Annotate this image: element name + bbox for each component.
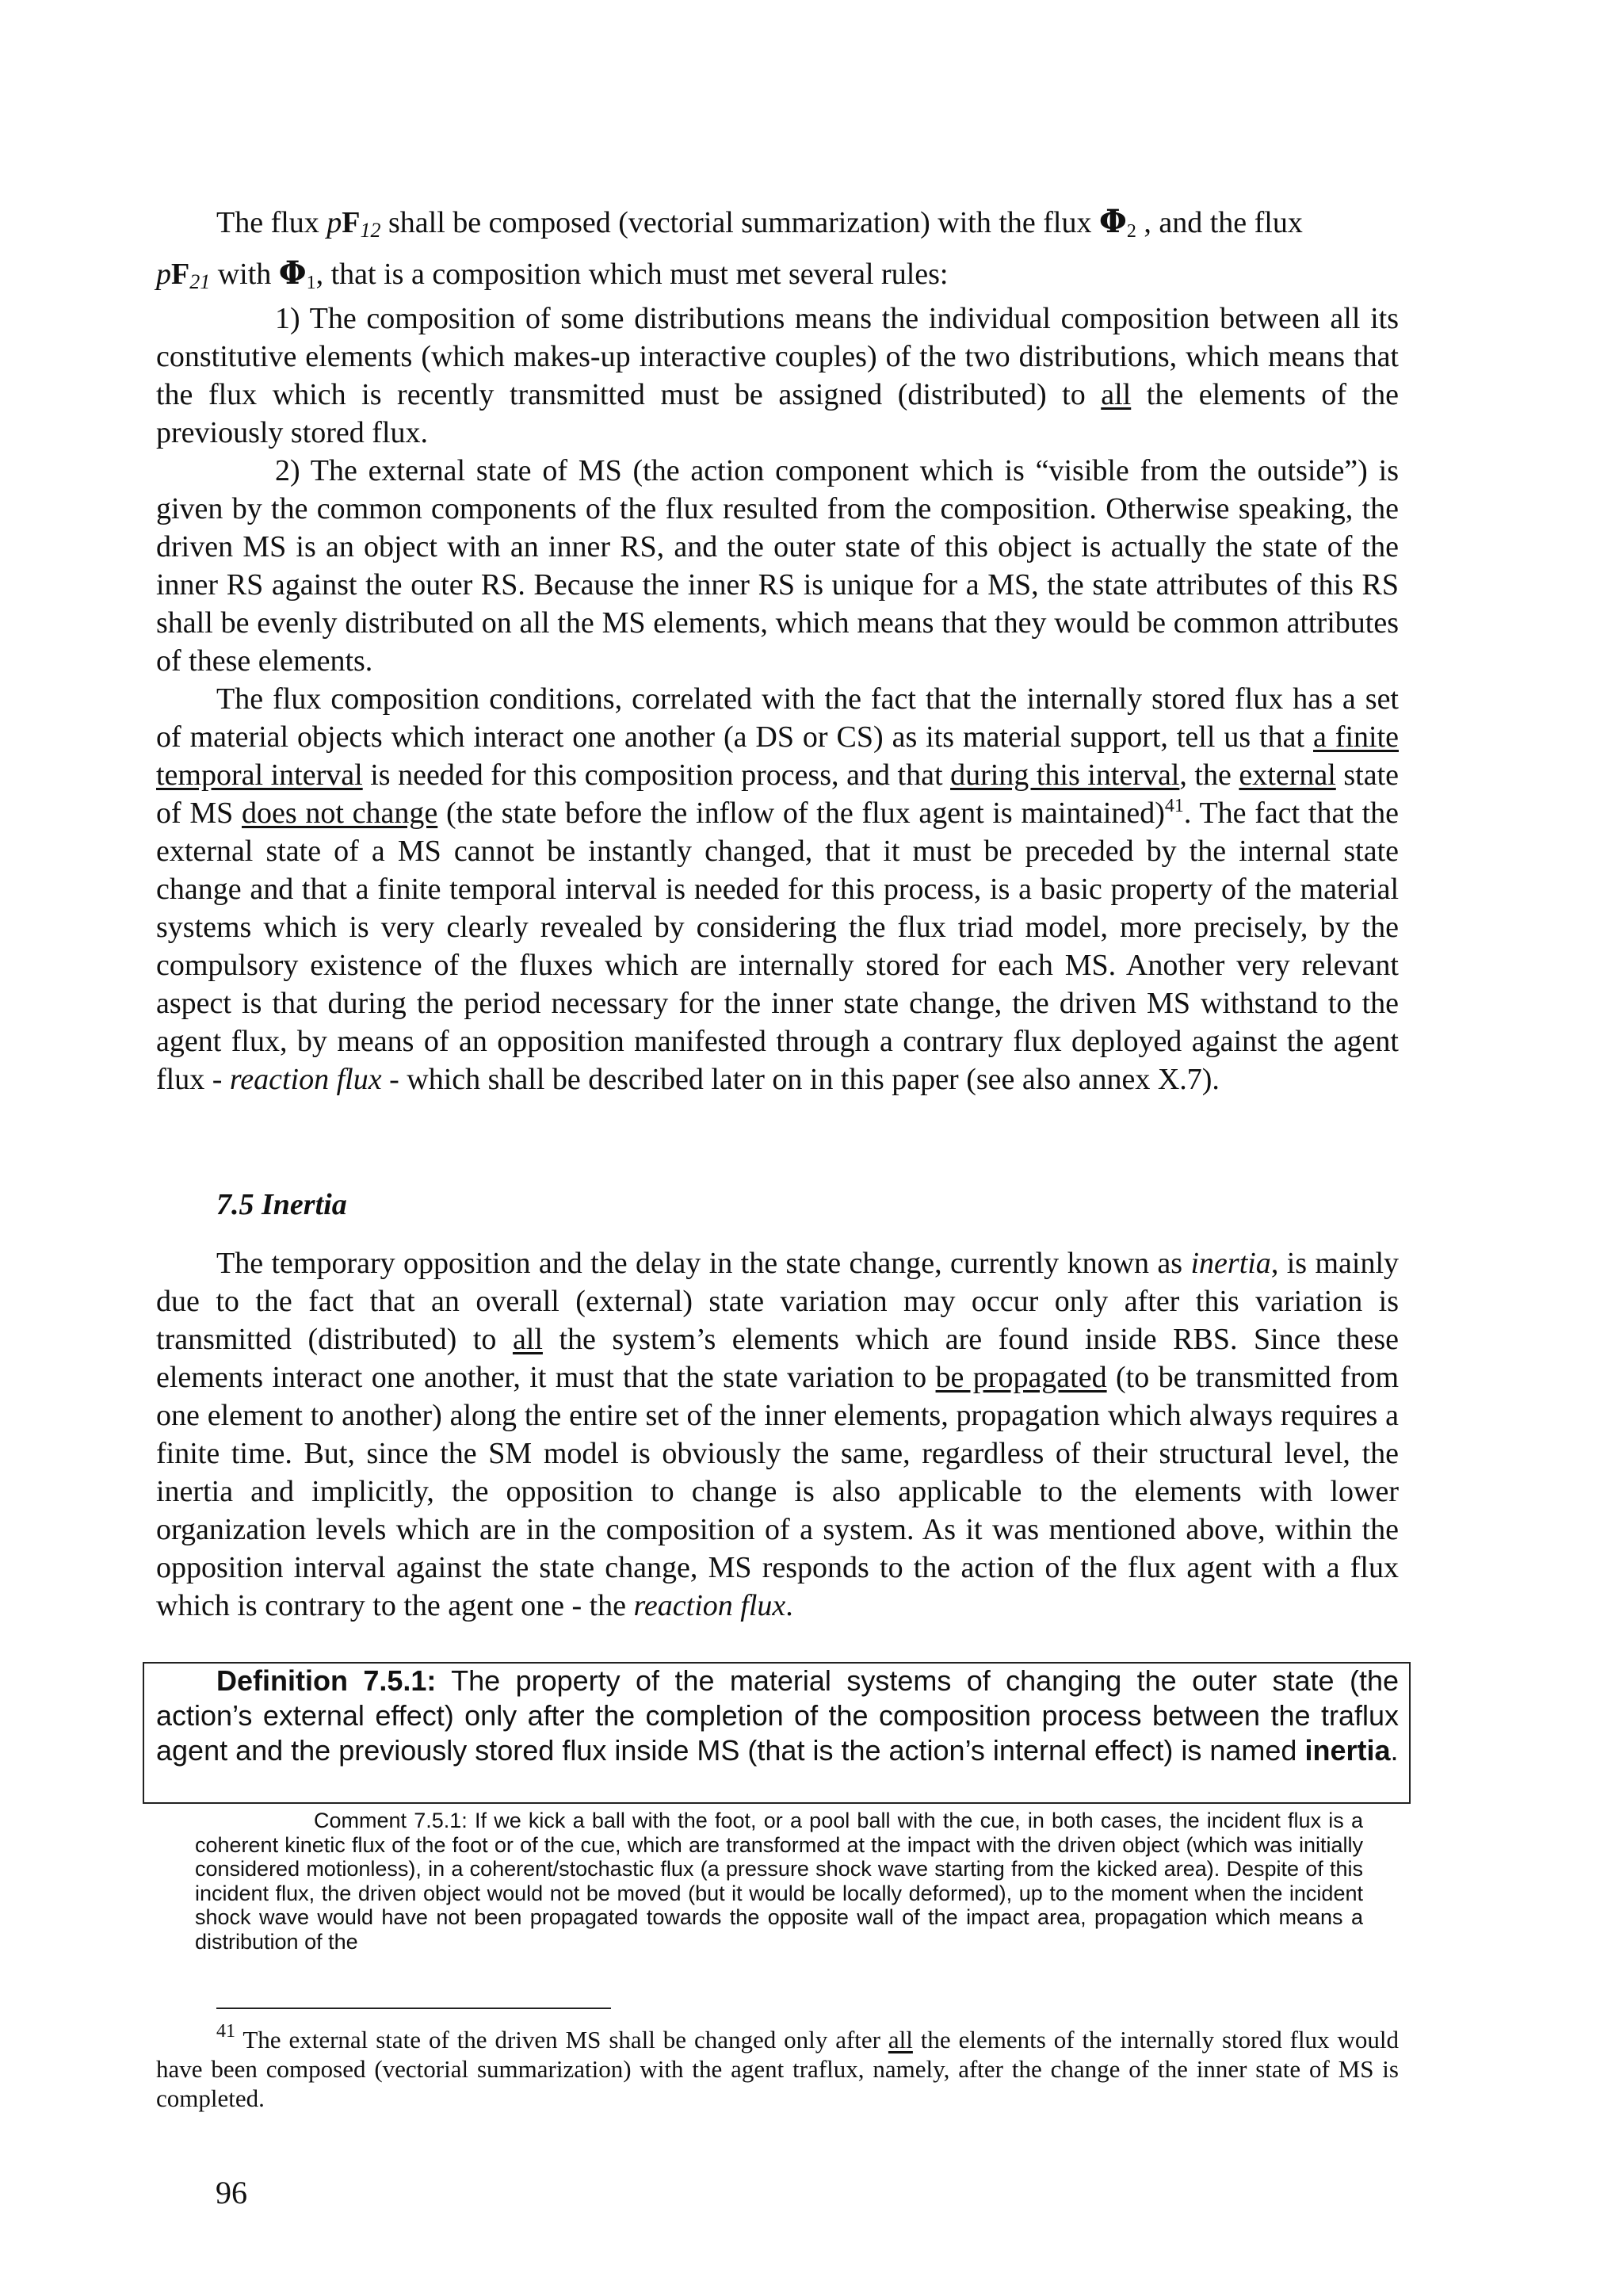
comment-text: Comment 7.5.1: If we kick a ball with the foot, or a pool ball with the cue, in both cases, the incident flux is a coherent kinetic flux of the foot or of the cue, which are transformed at the impact with the driven object (which was initially considered motionless), in a coherent/stochastic flux (a pressure shock wave starting from the kicked area). Despite of this incident flux, the driven object would not be moved (but it would be locally deformed), up to the moment when the incident shock wave would have not been propagated towards the opposite wall of the impact area, propagation which means a distribution of the [195,1809,1363,1954]
body-text-top [156,197,1399,1098]
body-text-inertia [156,1244,1399,1625]
definition-term: inertia [1304,1734,1391,1767]
rule-2-paragraph: 2) The external state of MS (the action component which is “visible from the outside”) is given by the common components of the flux resulted from the composition. Otherwise speaking, the driven MS is an object with an inner RS, and the outer state of this object is actually the state of the inner RS against the outer RS. Because the inner RS is unique for a MS, the state attributes of this RS shall be evenly distributed on all the MS elements, which means that they would be common attributes of these elements. [156,454,1399,678]
rule-1-paragraph: 1) The composition of some distributions means the individual composition between all its constitutive elements (which makes-up interactive couples) of the two distributions, which means that the flux which is recently transmitted must be assigned (distributed) to all the elements of the previously stored flux. [156,302,1399,449]
intro-paragraph: The flux $pF_{12}$ shall be composed (vectorial summarization) with the flux $\Phi_2$ , and the flux $pF_{21}$ with $\Phi_1$, that is a composition which must met several rules: [156,203,1303,293]
footnote-reference[interactable]: 41 [1164,796,1184,816]
composition-paragraph: The flux composition conditions, correlated with the fact that the internally stored flux has a set of material objects which interact one another (a DS or CS) as its material support, tell us that a finite temporal interval is needed for this composition process, and that during this interval, the external state of MS does not change (the state before the inflow of the flux agent is maintained)$^{41}$. The fact that the external state of a MS cannot be instantly changed, that it must be preceded by the internal state change and that a finite temporal interval is needed for this process, is a basic property of the material systems which is very clearly revealed by considering the flux triad model, more precisely, by the compulsory existence of the fluxes which are internally stored for each MS. Another very relevant aspect is that during the period necessary for the inner state change, the driven MS withstand to the agent flux, by means of an opposition manifested through a contrary flux deployed against the agent flux - reaction flux - which shall be described later on in this paper (see also annex X.7). [156,682,1400,1096]
inertia-paragraph: The temporary opposition and the delay in the state change, currently known as inertia, is mainly due to the fact that an overall (external) state variation may occur only after this variation is transmitted (distributed) to all the system’s elements which are found inside RBS. Since these elements interact one another, it must that the state variation to be propagated (to be transmitted from one element to another) along the entire set of the inner elements, propagation which always requires a finite time. But, since the SM model is obviously the same, regardless of their structural level, the inertia and implicitly, the opposition to change is also applicable to the elements with lower organization levels which are in the composition of a system. As it was mentioned above, within the opposition interval against the state change, MS responds to the action of the flux agent with a flux which is contrary to the agent one - the reaction flux. [156,1247,1400,1622]
footnote-separator [216,2008,611,2009]
page-number: 96 [216,2175,247,2210]
phi-symbol: Φ [278,254,307,292]
footnote-number: 41 [216,2021,235,2042]
footnote-41: $^{41}$ The external state of the driven MS shall be changed only after all the elements of the internally stored flux would have been composed (vectorial summarization) with the agent traflux, namely, after the change of the inner state of MS is completed. [156,2021,1399,2112]
definition-text: Definition 7.5.1: The property of the material systems of changing the outer state (the action’s external effect) only after the completion of the composition process between the traflux agent and the previously stored flux inside MS (that is the action’s internal effect) is named inertia. [156,1664,1400,1767]
section-heading: 7.5 Inertia [216,1188,347,1221]
phi-symbol: Φ [1099,203,1127,240]
definition-label: Definition 7.5.1: [216,1664,437,1697]
